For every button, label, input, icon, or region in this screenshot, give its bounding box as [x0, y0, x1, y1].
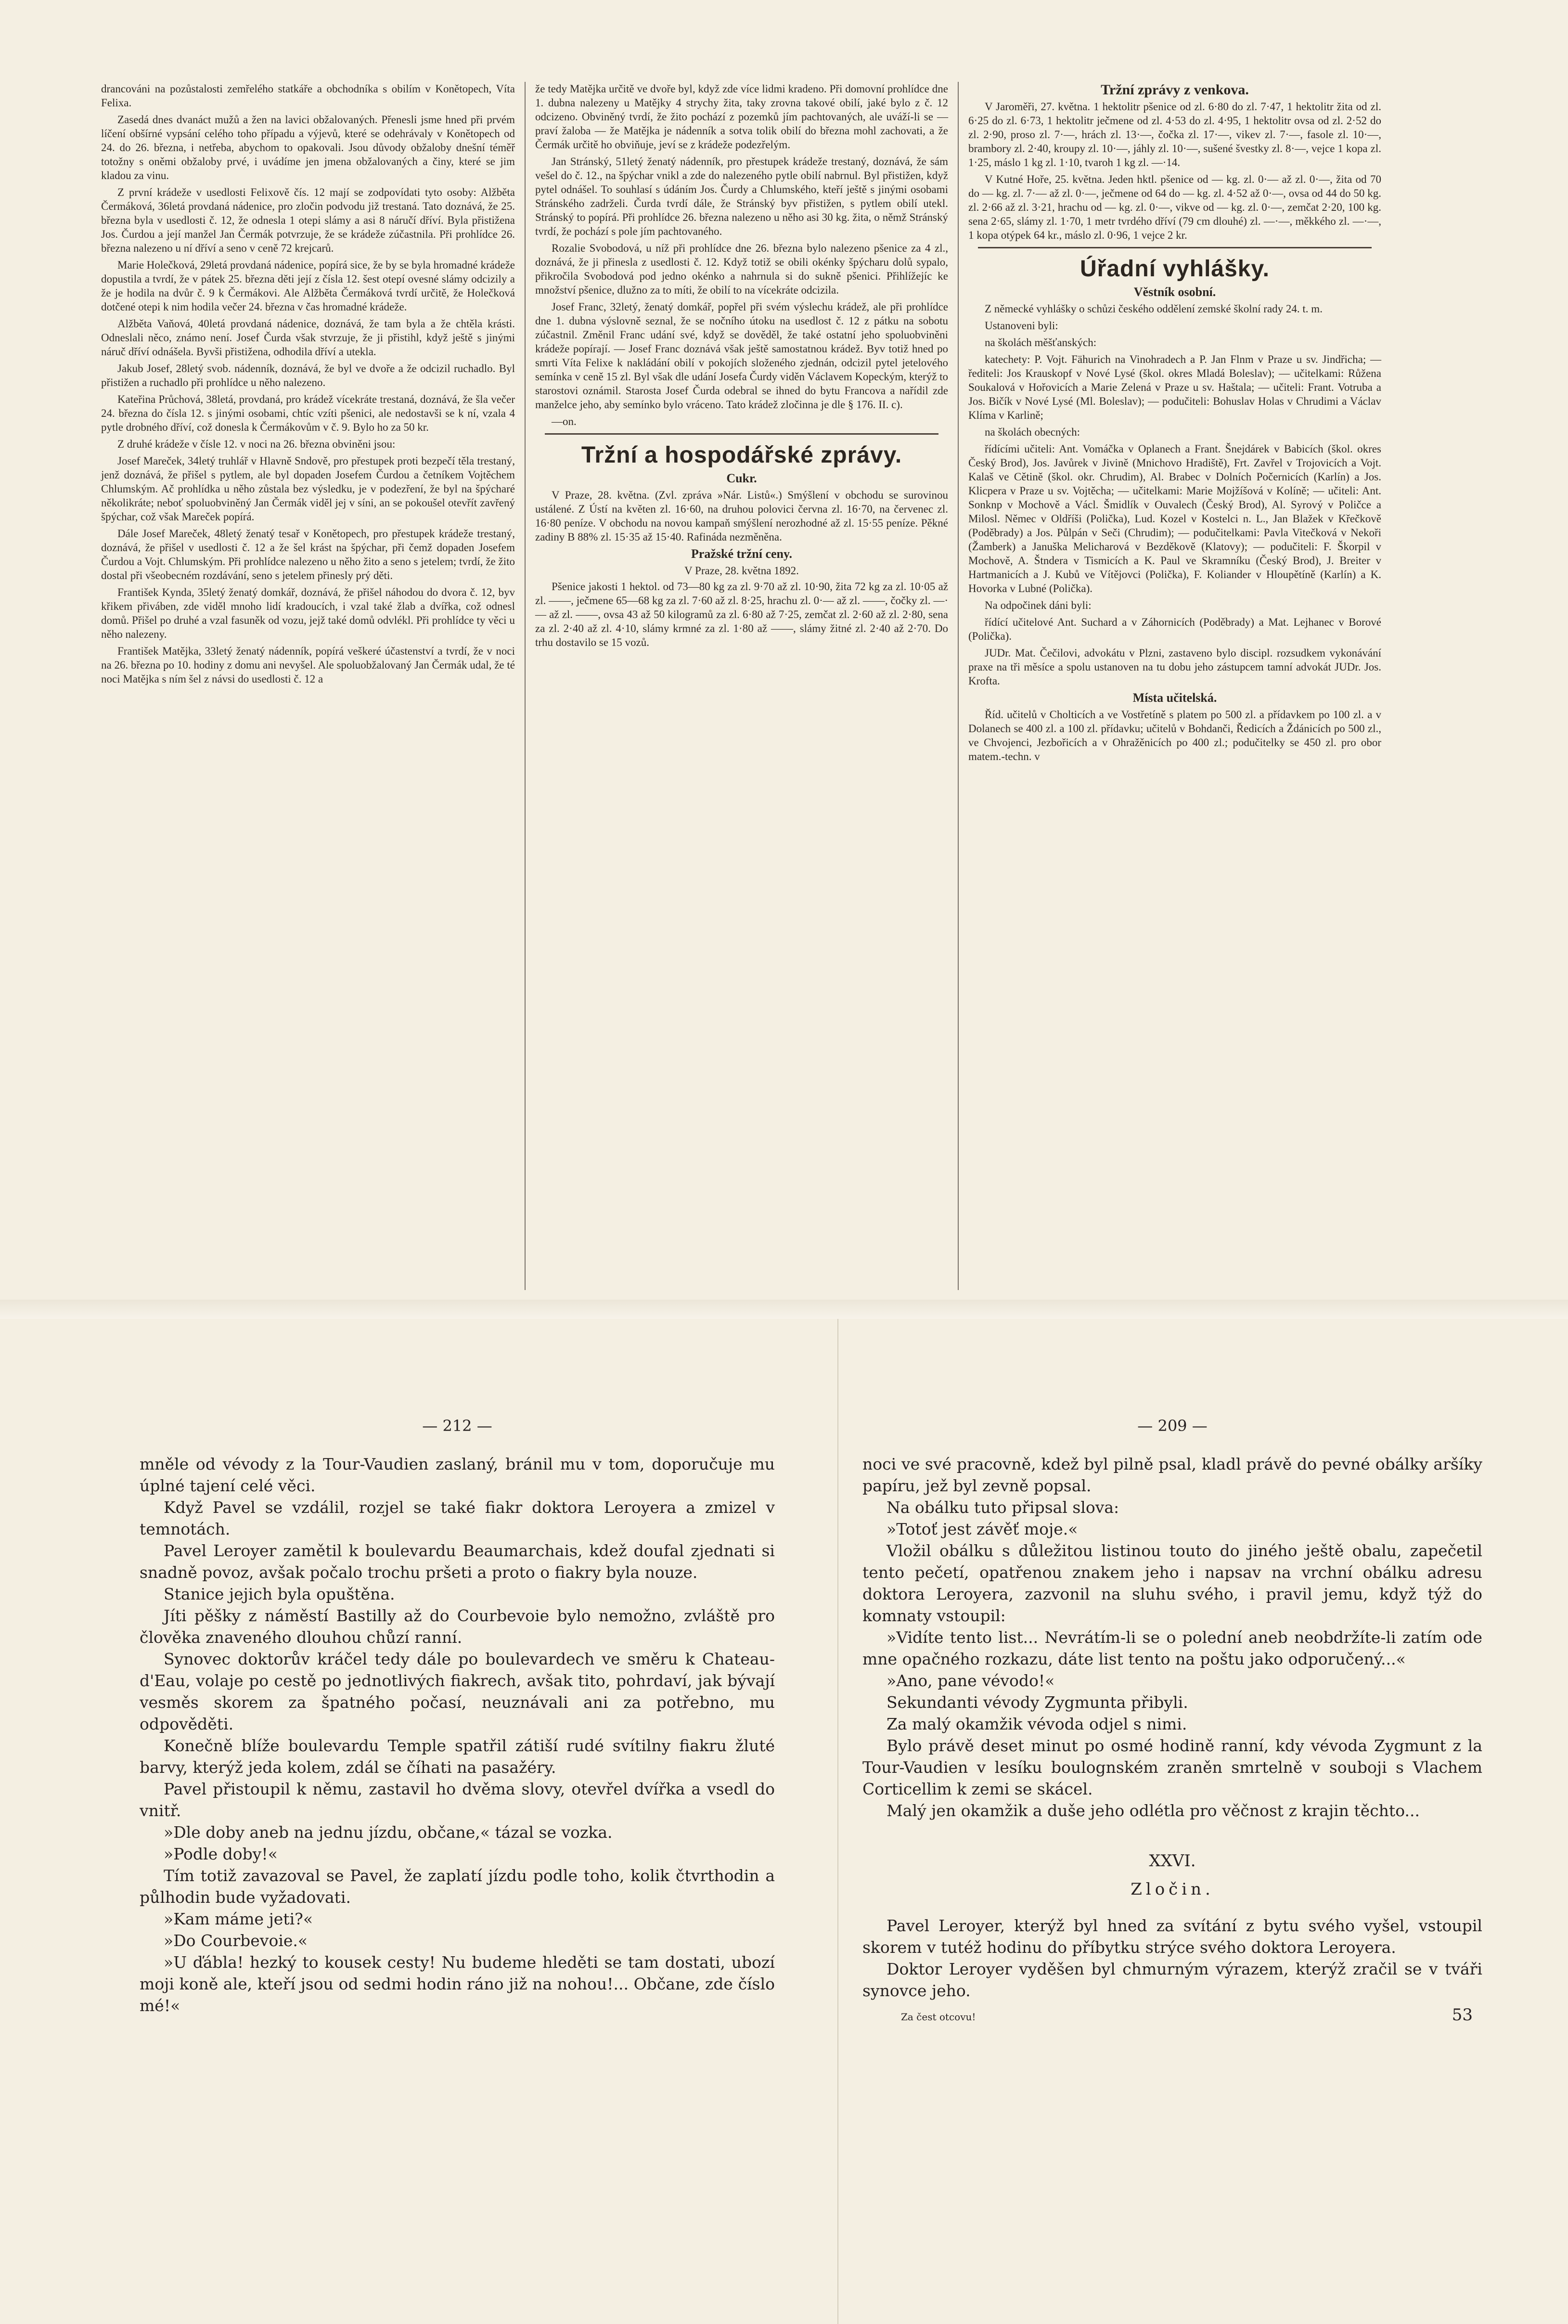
article-paragraph: Marie Holečková, 29letá provdaná nádenice, popírá sice, že by se byla hromadné krádeže dopustila a tvrdí, že v pátek 25. března děti její z čísla 12. šest otepí ovesné slámy odcizily a že je hodila na dvůr č. 9 k Čermákovi. Ale Alžběta Čermáková tvrdí určitě, že Holečková dotčené otepi k nim hodila večer 24. března v čas hromadné krádeže.: [101, 259, 515, 313]
newspaper-column-3: [958, 82, 1391, 1290]
article-paragraph: Zasedá dnes dvanáct mužů a žen na lavici obžalovaných. Přenesli jsme hned při prvém líčení obšírné vypsání celého toho případu a výjevů, které se odehrávaly v Konětopech od 24. do 26. března, i netřeba, abychom to opakovali. Jsou důvody obžaloby dnešní téměř totožny s oněmi obžaloby prvé, i uvádíme jen jmena obžalovaných a činy, které se jim kladou za vinu.: [101, 114, 515, 181]
article-paragraph: Jakub Josef, 28letý svob. nádenník, doznává, že byl ve dvoře a že odcizil ruchadlo. Byl přistižen a ruchadlo při prohlídce u něho nalezeno.: [101, 362, 515, 388]
book-paragraph: Synovec doktorův kráčel tedy dále po boulevardech ve směru k Chateau-d'Eau, volaje po cestě po jednotlivých fiakrech, avšak tito, pohrdaví, jak bývají vesměs skorem za špatného počasí, neuznávali ani za potřebno, mu odpověděti.: [140, 1650, 775, 1733]
book-paragraph: Vložil obálku s důležitou listinou touto do jiného ještě obalu, zapečetil tento pečetí, opatřenou znakem jeho i napsav na vrchní obálku adresu doktora Leroyera, zazvonil na sluhu svého, i pravil jemu, když týž do komnaty vstoupil:: [862, 1541, 1482, 1625]
notice-paragraph: řídící učitelové Ant. Suchard a v Záhornicích (Poděbrady) a Mat. Lejhanec v Borové (Polička).: [968, 616, 1381, 642]
book-paragraph: Malý jen okamžik a duše jeho odlétla pro věčnost z krajin těchto...: [887, 1801, 1420, 1820]
book-paragraph: Sekundanti vévody Zygmunta přibyli.: [887, 1693, 1188, 1712]
article-paragraph: Z druhé krádeže v čísle 12. v noci na 26. března obviněni jsou:: [117, 438, 396, 450]
newspaper-section: [91, 82, 1391, 1290]
book-paragraph: »Dle doby aneb na jednu jízdu, občane,« tázal se vozka.: [164, 1823, 613, 1842]
market-paragraph: Pšenice jakosti 1 hektol. od 73—80 kg za zl. 9·70 až zl. 10·90, žita 72 kg za zl. 10·05 až zl. ——, ječmene 65—68 kg za zl. 7·60 až zl. 8·25, hrachu zl. 0·— až zl. ——, čočky zl. —·— až zl. ——, ovsa 43 až 50 kilogramů za zl. 6·80 až 7·25, zemčat zl. 2·60 až zl. 2·80, sena za zl. 2·40 až zl. 4·10, slámy krmné za zl. 1·80 až ——, slámy žitné zl. 2·40 až 2·70. Do trhu dostavilo se 15 vozů.: [535, 581, 948, 648]
notice-paragraph: řídícími učiteli: Ant. Vomáčka v Oplanech a Frant. Šnejdárek v Babicích (škol. okres Český Brod), Jos. Javůrek v Jivině (Mnichovo Hradiště), Frt. Zavřel v Trojovicích a Vojt. Kalaš ve Cětině (škol. okr. Chrudim), Al. Brabec v Dolních Počernicích (Karlín) a Jos. Klicpera v Praze u sv. Vojtěcha; — učitelkami: Marie Mojžíšová v Kolíně; — učiteli: Ant. Sonknp v Mochově a Václ. Šmidlík v Ouvalech (Český Brod), Al. Syrový v Poličce a Milosl. Němec v Oldříši (Polička), Lud. Kozel v Kostelci n. L., Jan Blažek v Křečkově (Poděbrady) a Jos. Půlpán v Seči (Chrudim); — podučitelkami: Pavla Vitečková v Nekoři (Žamberk) a Januška Melicharová v Bezděkově (Klatovy); — podučiteli: F. Škorpil v Mochově, A. Štndera v Tismicích a K. Paul ve Skramníku (Český Brod), J. Breiter v Hartmanicích a J. Kubů ve Vítějovci (Polička), F. Koliander v Hloupětíně (Karlín) a K. Hovorka v Lubné (Polička).: [968, 443, 1381, 594]
article-paragraph: František Kynda, 35letý ženatý domkář, doznává, že přišel náhodou do dvora č. 12, byv křikem přiváben, zde viděl mnoho lidí kradoucích, i vzal také žlab a dvířka, což odnesl domů. Přišel po druhé a vzal fasuněk od vozu, jejž také domů odvlékl. Při prohlídce ty věci u něho nalezeny.: [101, 586, 515, 640]
market-subheading: Cukr.: [726, 471, 757, 485]
official-notices-subheading: Věstník osobní.: [1133, 285, 1216, 299]
article-paragraph: —on.: [552, 415, 577, 427]
page-footer: [862, 2004, 1482, 2028]
chapter-title: Zločin.: [1131, 1880, 1214, 1899]
book-paragraph: Doktor Leroyer vyděšen byl chmurným výrazem, kterýž zračil se v tváři synovce jeho.: [862, 1960, 1482, 2000]
notice-paragraph: katechety: P. Vojt. Fähurich na Vinohradech a P. Jan Flnm v Praze u sv. Jindřicha; — řediteli: Jos Krauskopf v Nové Lysé (škol. okres Mladá Boleslav); — učitelkami: Růžena Soukalová v Hořovicích a Marie Zelená v Praze u sv. Haštala; — učiteli: Frant. Votruba a Jos. Bičík v Nové Lysé (Ml. Boleslav); — podučiteli: Bohuslav Holas v Chrudimi a Václav Klíma v Karlině;: [968, 353, 1381, 421]
book-paragraph: »Ano, pane vévodo!«: [887, 1671, 1055, 1690]
notice-paragraph: Říd. učitelů v Cholticích a ve Vostřetíně s platem po 500 zl. a přídavkem po 100 zl. a v Dolanech se 400 zl. a 100 zl. přídavku; učitelů v Bohdanči, Ředicích a Ždánicích po 500 zl., ve Chvojenci, Jezbořicích a v Ohražěnicích po 400 zl.; podučitelky se 450 zl. pro obor matem.-techn. v: [968, 709, 1381, 762]
book-page-left: [140, 1319, 775, 2324]
book-paragraph: Na obálku tuto připsal slova:: [887, 1498, 1119, 1517]
notice-paragraph: Ustanoveni byli:: [985, 320, 1058, 332]
book-paragraph: »Vidíte tento list... Nevrátím-li se o polední aneb neobdržíte-li zatím ode mne opačného rozkazu, dáte list tento na poštu jako odporučený...«: [862, 1628, 1482, 1668]
article-paragraph: Rozalie Svobodová, u níž při prohlídce dne 26. března bylo nalezeno pšenice za 4 zl., doznává, že ji přinesla z usedlosti č. 12. Když totiž se obili okénky špýcharu dolů sypalo, přikročila Svobodová pod jedno okénko a nahrnula si do sukně pšenici. Přihlížejíc ke množství pšenice, dlužno za to míti, že obilí to na vícekráte odcizila.: [535, 242, 948, 296]
book-paragraph: Konečně blíže boulevardu Temple spatřil zátiší rudé svítilny fiakru žluté barvy, kterýž jeda kolem, zdál se číhati na pasažéry.: [140, 1736, 775, 1777]
page-number: — 209 —: [1137, 1417, 1208, 1435]
book-paragraph: Když Pavel se vzdálil, rozjel se také fiakr doktora Leroyera a zmizel v temnotách.: [140, 1498, 775, 1538]
article-paragraph: Josef Franc, 32letý, ženatý domkář, popřel při svém výslechu krádež, ale při prohlídce dne 1. dubna výslovně seznal, že se nočního útoku na usedlost č. 12 z pátku na sobotu zúčastnil. Změnil Franc udání své, když se dověděl, že také ostatní jeho spoluobviněni krádeže popírají. — Josef Franc doznává však ještě samostatnou krádež. Byv totiž hned po smrti Víta Felixe k nakládání obilí v pokojích složeného zjednán, odcizil pytel jetelového semínka v ceně 15 zl. Byl však dle udání Josefa Čurdy viděn Václavem Kopeckým, kterýž to starostovi oznámil. Starosta Josef Čurda odebral se ihned do bytu Francova a nařídil zde manželce jeho, aby semínko bylo vráceno. Tato krádež zločinna je dle § 176. II. c).: [535, 301, 948, 411]
teacher-posts-heading: Místa učitelská.: [1132, 691, 1217, 705]
chapter-number: XXVI.: [1149, 1851, 1196, 1871]
article-paragraph: Alžběta Vaňová, 40letá provdaná nádenice, doznává, že tam byla a že chtěla krásti. Odneslali něco, známo není. Josef Čurda však stvrzuje, že ji přistihl, když ještě s jinými náruč dříví odnášela. Byvši přistižena, odhodila dříví a utekla.: [101, 318, 515, 358]
article-paragraph: že tedy Matějka určitě ve dvoře byl, když zde více lidmi kradeno. Při domovní prohlídce dne 1. dubna nalezeny u Matějky 4 strychy žita, taky zrovna takové obilí, jaké bylo z č. 12 odcizeno. Obviněný tvrdí, že žito pochází z pozemků jím pachtovaných, ale uváží-li se — praví žaloba — že Matějka je nádenník a sotva tolik obilí do března mohl zachovati, a že Čermák určitě ho obviňuje, jeví se z krádeže podezřelým.: [535, 83, 948, 151]
article-paragraph: Z první krádeže v usedlosti Felixově čís. 12 mají se zodpovídati tyto osoby: Alžběta Čermáková, 36letá provdaná nádenice, pro zločin podvodu již trestaná. Tato doznává, že 25. března byla v usedlosti č. 12, že odnesla 1 otepi slámy a asi 8 náručí dříví. Byla přistižena Jos. Čurdou a její manžel Jan Čermák potvrzuje, že se krádeže zúčastnila. Při prohlídce 26. března nalezeno u ní dříví a seno v ceně 72 krejcarů.: [101, 186, 515, 254]
book-paragraph: Bylo právě deset minut po osmé hodině ranní, kdy vévoda Zygmunt z la Tour-Vaudien v lesíku boulognském zraněn smrtelně v souboji s Vlachem Corticellim k zemi se skácel.: [862, 1736, 1482, 1798]
sheet-number: 53: [1452, 2005, 1473, 2025]
book-paragraph: »U ďábla! hezký to kousek cesty! Nu budeme hleděti se tam dostati, ubozí moji koně ale, kteří jsou od sedmi hodin ráno již na nohou!... Občane, zde číslo mé!«: [140, 1953, 775, 2015]
book-paragraph: Za malý okamžik vévoda odjel s nimi.: [887, 1715, 1187, 1733]
prague-dateline: V Praze, 28. května 1892.: [684, 565, 799, 577]
notice-paragraph: Na odpočinek dáni byli:: [985, 599, 1092, 611]
article-paragraph: Kateřina Průchová, 38letá, provdaná, pro krádež vícekráte trestaná, doznává, že šla večer 24. března do čísla 12. s jinými osobami, chtíc vzíti pšenici, ale nedostavši se k ní, vzala 4 pytle drobného dříví, což donesla k Čermákovům v č. 9. Bylo ho za 50 kr.: [101, 393, 515, 433]
official-notices-heading: Úřadní vyhlášky.: [1080, 256, 1270, 282]
market-paragraph: V Jaroměři, 27. května. 1 hektolitr pšenice od zl. 6·80 do zl. 7·47, 1 hektolitr žita od zl. 6·25 do zl. 6·73, 1 hektolitr ječmene od zl. 4·53 do zl. 4·95, 1 hektolitr ovsa od zl. 2·52 do zl. 2·90, proso zl. 7·—, hrách zl. 13·—, čočka zl. 17·—, vikev zl. 7·—, fasole zl. 10·—, brambory zl. 2·40, kroupy zl. 10·—, jáhly zl. 10·—, sušené švestky zl. 8·—, vejce 1 kopa zl. 1·25, máslo 1 kg zl. 1·10, tvaroh 1 kg zl. —·14.: [968, 101, 1381, 168]
country-market-heading: Tržní zprávy z venkova.: [1101, 82, 1249, 98]
book-paragraph: Pavel Leroyer, kterýž byl hned za svítání z bytu svého vyšel, vstoupil skorem v tutéž hodinu do příbytku strýce svého doktora Leroyera.: [862, 1916, 1482, 1957]
notice-paragraph: Z německé vyhlášky o schůzi českého oddělení zemské školní rady 24. t. m.: [985, 303, 1323, 315]
article-paragraph: Jan Stránský, 51letý ženatý nádenník, pro přestupek krádeže trestaný, doznává, že sám vešel do č. 12., na špýchar vnikl a zde do nalezeného pytle obilí nabrnul. Byl přistižen, když pytel odnášel. To souhlasí s údáním Jos. Čurdy a Chlumského, kteří ještě s jinými osobami Stránského zadrželi. Čurda tvrdí dále, že Stránský byv přistižen, s pytlem obilí utekl. Stránský to popírá. Při prohlídce 26. března nalezeno u něho asi 30 kg. žita, o němž Stránský tvrdí, že pochází s pole jím pachtovaného.: [535, 155, 948, 237]
book-paragraph: Pavel Leroyer zamětil k boulevardu Beaumarchais, kdež doufal zjednati si snadně povoz, avšak počalo trochu pršeti a proto o fiakry byla nouze.: [140, 1541, 775, 1582]
notice-paragraph: na školách obecných:: [985, 426, 1080, 438]
book-paragraph: noci ve své pracovně, kdež byl pilně psal, kladl právě do pevné obálky aršíky papíru, jež byl zevně popsal.: [862, 1455, 1482, 1495]
page-fold: [0, 1300, 1568, 1319]
book-paragraph: Tím totiž zavazoval se Pavel, že zaplatí jízdu podle toho, kolik čtvrthodin a půlhodin bude vyžadovati.: [140, 1866, 775, 1907]
market-paragraph: V Kutné Hoře, 25. května. Jeden hktl. pšenice od — kg. zl. 0·— až zl. 0·—, žita od 70 do — kg. zl. 7·— až zl. 0·—, ječmene od 64 do — kg. zl. 4·52 až 0·—, ovsa od 44 do 50 kg. zl. 2·66 až zl. 3·21, hrachu od — kg. zl. 0·—, vikve od — kg. zl. 0·—, zemčat 2·20, 100 kg. sena 2·65, slámy zl. 1·70, 1 metr tvrdého dříví (79 cm dlouhé) zl. —·—, měkkého zl. —·—, 1 kopa otýpek 64 kr., máslo zl. 0·96, 1 vejce 2 kr.: [968, 173, 1381, 241]
notice-paragraph: na školách měšťanských:: [985, 336, 1097, 349]
article-paragraph: drancováni na pozůstalosti zemřelého statkáře a obchodníka s obilím v Konětopech, Víta Felixa.: [101, 83, 515, 109]
section-rule: [545, 433, 938, 435]
footer-signature: Za čest otcovu!: [901, 2011, 976, 2023]
article-paragraph: Josef Mareček, 34letý truhlář v Hlavně Sndově, pro přestupek proti bezpečí těla trestaný, jenž doznává, že přišel s pytlem, ale byl dopaden Josefem Čurdou a četníkem Vojtěchem Chlumským. Ač prohlídka u něho zůstala bez výsledku, je v podezření, že byl na špýcharé několikráte; neboť spoluobviněný Jan Čermák viděl jej v síni, an se pokoušel otevřít zavřený špýchar, což však Mareček popírá.: [101, 455, 515, 523]
market-paragraph: V Praze, 28. května. (Zvl. zpráva »Nár. Listů«.) Smýšlení v obchodu se surovinou ustálené. Z Ústí na květen zl. 16·60, na druhou polovici června zl. 16·70, na červenec zl. 16·80 peníze. V obchodu na novou kampaň smýšlení nerozhodné až zl. 15·55 peníze. Pěkné zadiny B 88% zl. 15·35 až 15·40. Rafináda nezměněna.: [535, 489, 948, 543]
notice-paragraph: JUDr. Mat. Čečilovi, advokátu v Plzni, zastaveno bylo discipl. rozsudkem vykonávání praxe na tři měsíce a spolu ustanoven na tu dobu jeho zástupcem tamní advokát JUDr. Jos. Krofta.: [968, 647, 1381, 687]
prague-prices-heading: Pražské tržní ceny.: [691, 547, 793, 561]
book-paragraph: »Do Courbevoie.«: [164, 1931, 308, 1950]
book-page-right: [837, 1319, 1482, 2324]
newspaper-column-2: [525, 82, 958, 1290]
book-paragraph: mněle od vévody z la Tour-Vaudien zaslaný, bránil mu v tom, doporučuje mu úplné tajení celé věci.: [140, 1455, 775, 1495]
book-section: [0, 1319, 1568, 2324]
newspaper-column-1: [91, 82, 525, 1290]
book-paragraph: »Podle doby!«: [164, 1845, 278, 1863]
article-paragraph: Dále Josef Mareček, 48letý ženatý tesař v Konětopech, pro přestupek krádeže trestaný, doznává, že přišel v usedlosti č. 12 a že šel krást na špýchar, při čemž dopaden Josefem Čurdou a Vojt. Chlumským. Při prohlídce nalezeno u něho žito a seno s jetelem; tvrdí, že žito dostal při všeobecném rozdávání, seno s jetelem přinesly prý děti.: [101, 528, 515, 581]
section-rule: [978, 247, 1372, 248]
book-paragraph: »Totoť jest závěť moje.«: [887, 1520, 1078, 1538]
book-paragraph: Jíti pěšky z náměstí Bastilly až do Courbevoie bylo nemožno, zvláště pro člověka znaveného dlouhou chůzí ranní.: [140, 1606, 775, 1647]
book-paragraph: Pavel přistoupil k němu, zastavil ho dvěma slovy, otevřel dvířka a vsedl do vnitř.: [140, 1780, 775, 1820]
book-paragraph: Stanice jejich byla opuštěna.: [164, 1585, 395, 1603]
page-number: — 212 —: [422, 1417, 492, 1435]
book-paragraph: »Kam máme jeti?«: [164, 1910, 313, 1928]
market-heading: Tržní a hospodářské zprávy.: [581, 442, 902, 468]
article-paragraph: František Matějka, 33letý ženatý nádenník, popírá veškeré účastenství a tvrdí, že v noci na 26. března po 10. hodiny z domu ani nevyšel. Ale spoluobžalovaný Jan Čermák udal, že té noci Matějka s ním šel z návsi do usedlosti č. 12 a: [101, 645, 515, 685]
